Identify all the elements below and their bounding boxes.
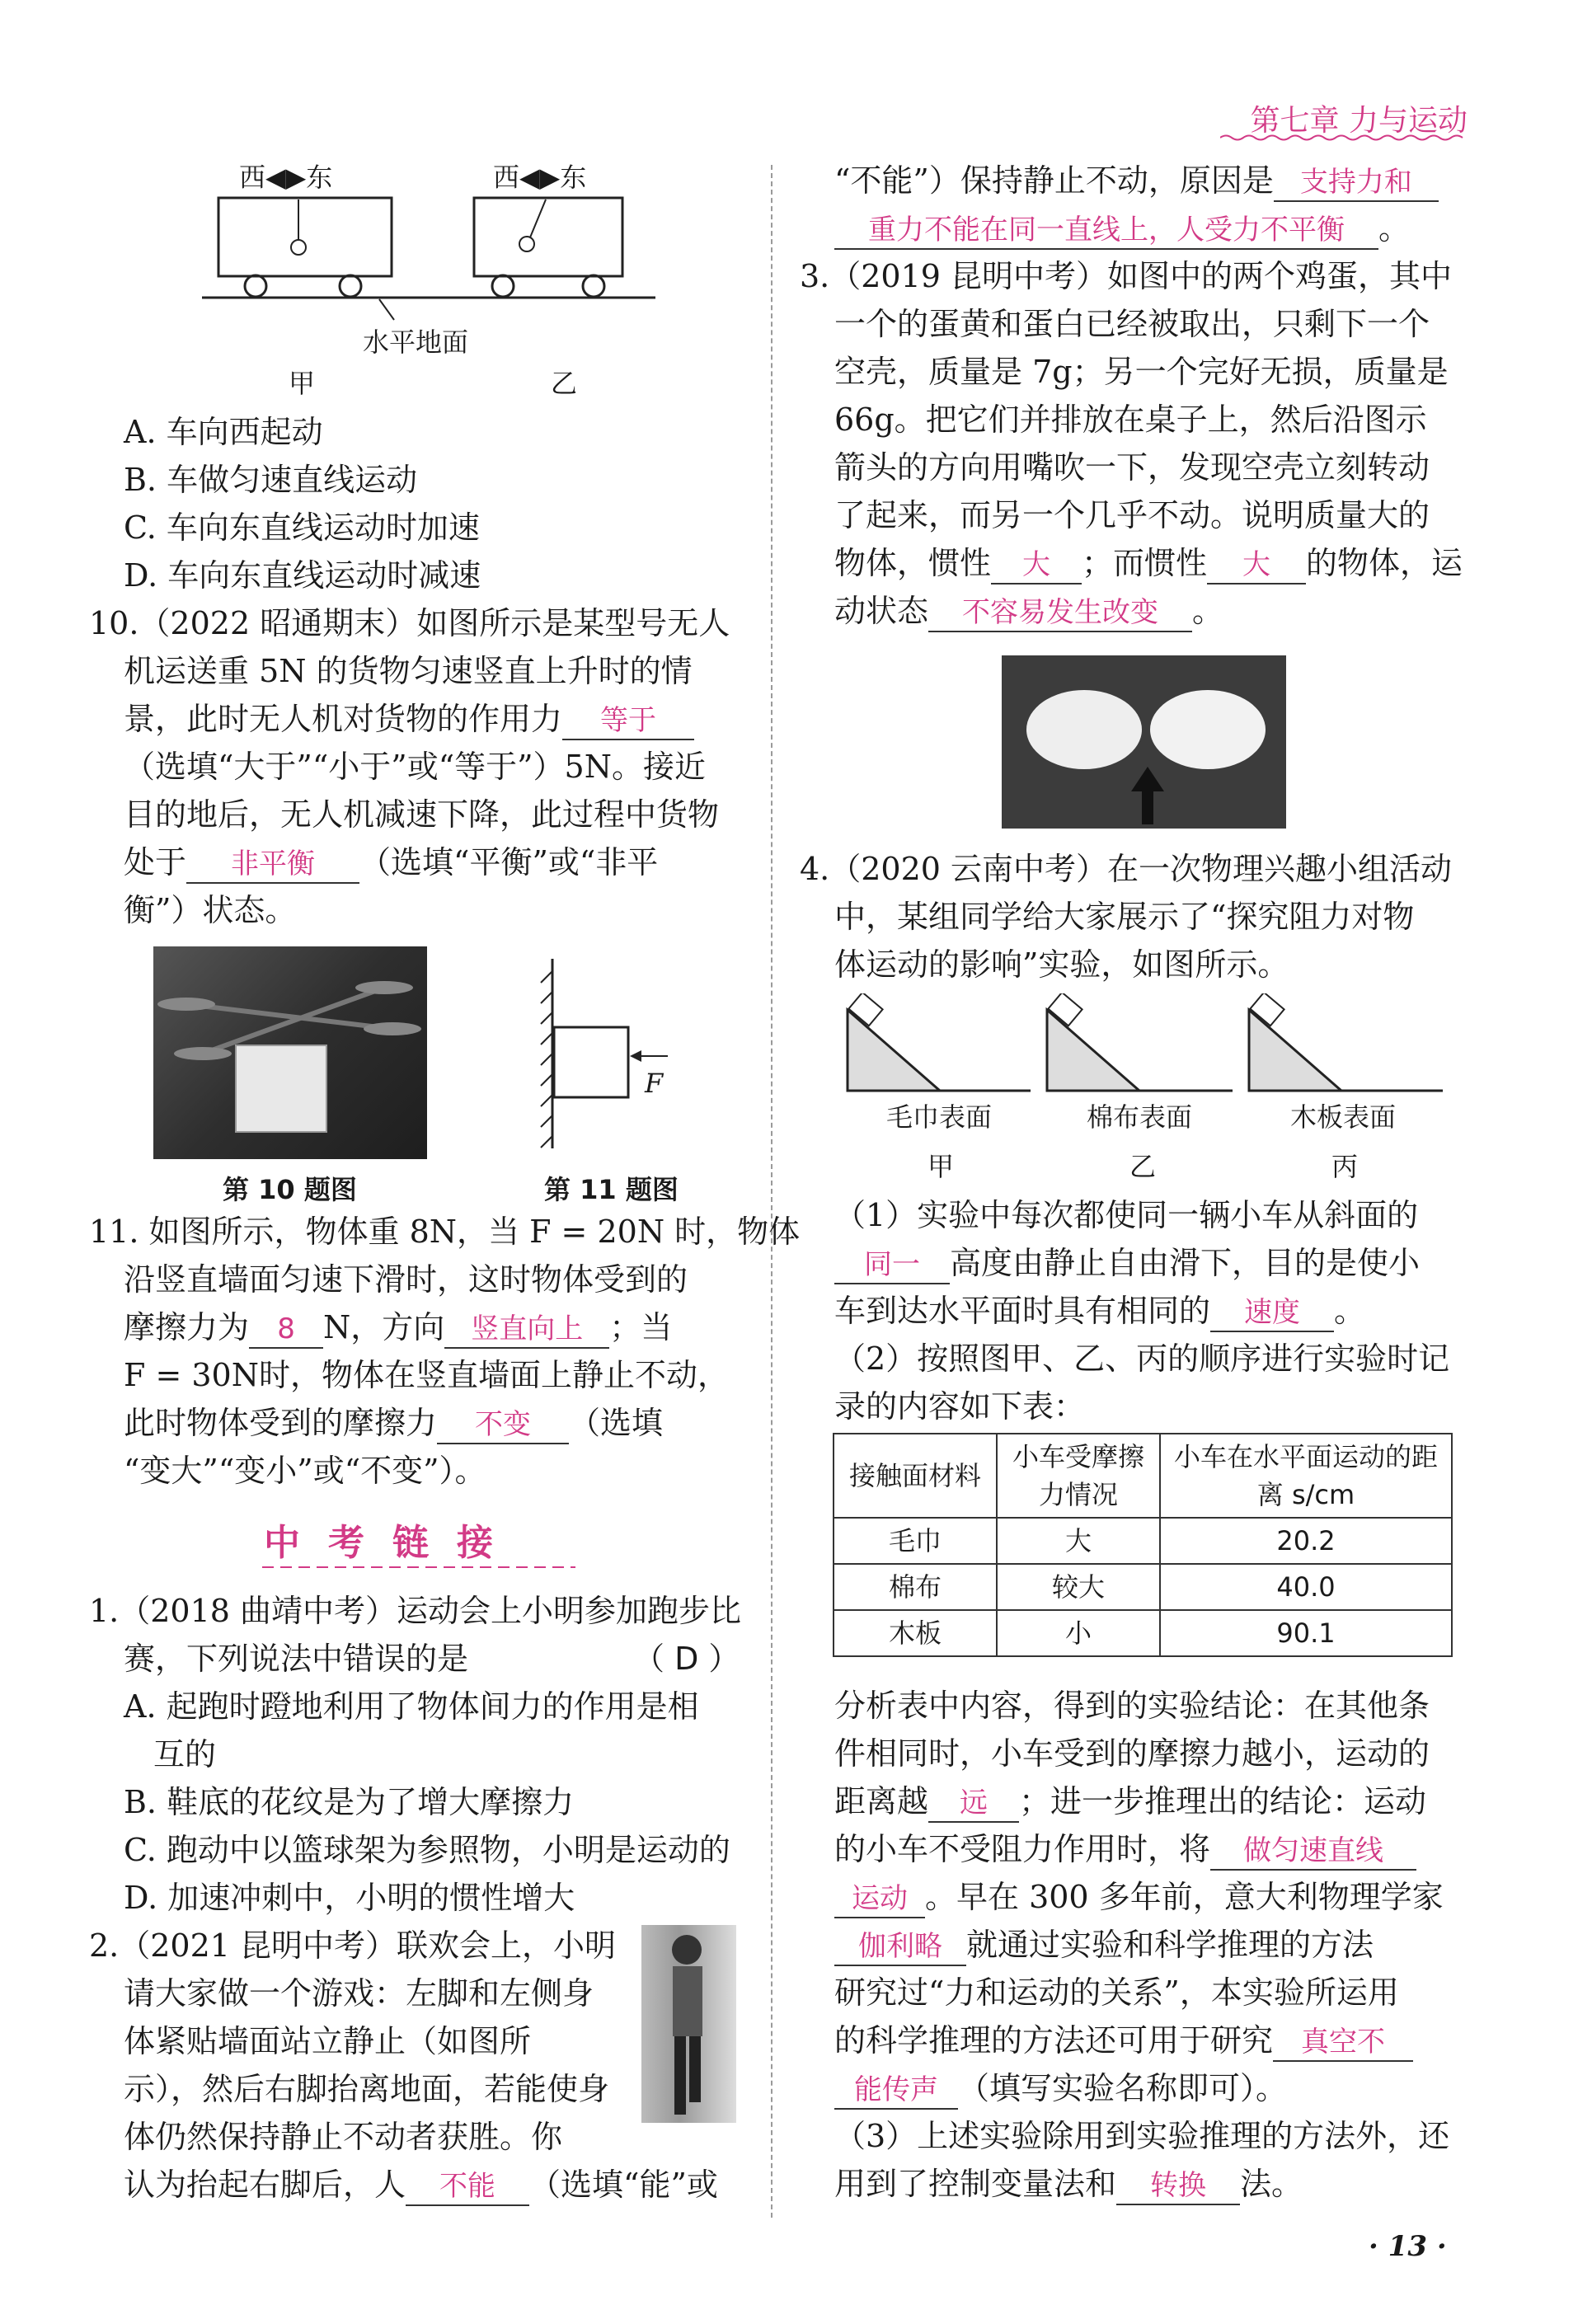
zk2-text: 请大家做一个游戏：左脚和左侧身 [124,1975,594,2012]
zk1-option: 互的 [153,1736,217,1772]
zk4-text: 的科学推理的方法还可用于研究 真空不 [800,2016,1459,2064]
carts-drawing [198,190,660,338]
table-cell: 木板 [834,1610,997,1656]
answer-blank[interactable]: 速度 [1210,1294,1334,1332]
table-row [834,1564,1452,1610]
answer-blank[interactable]: 做匀速直线 [1210,1833,1416,1871]
zk3-text: 箭头的方向用嘴吹一下，发现空壳立刻转动 [834,449,1430,486]
q11-text: 沿竖直墙面匀速下滑时，这时物体受到的 [124,1261,688,1298]
q11-text: “变大”“变小”或“不变”）。 [124,1453,486,1489]
answer-blank[interactable]: 非平衡 [186,846,359,884]
answer-blank[interactable]: 8 [249,1311,323,1349]
zk4-text: 能传声 （填写实验名称即可）。 [800,2064,1459,2112]
eggs-photo [1002,655,1286,829]
right-column-conclusion [800,1682,1459,2208]
table-cell: 较大 [997,1564,1160,1610]
figure-caption-yi: 乙 [551,368,578,399]
zk3-text: 3.（2019 昆明中考）如图中的两个鸡蛋，其中 [800,258,1453,294]
header-wave-decoration [1220,134,1468,142]
wall-block-diagram [536,955,701,1161]
banner-stripes [262,1562,575,1572]
zk4-text: （3）上述实验除用到实验推理的方法外，还 [834,2118,1450,2154]
zk4-text: 伽利略 就通过实验和科学推理的方法 [800,1921,1459,1969]
section-banner: 中考链接 [264,1522,521,1564]
table-cell: 毛巾 [834,1518,997,1564]
zk2-text: 示），然后右脚抬离地面，若能使身 [124,2071,610,2107]
figure-caption-jia: 甲 [289,368,316,399]
zk1-option: A. 起跑时蹬地利用了物体间力的作用是相 [124,1688,699,1725]
q10-text: 机运送重 5N 的货物匀速竖直上升时的情 [124,653,693,689]
answer-blank[interactable]: 运动 [834,1880,925,1918]
q11-text: 11. 如图所示，物体重 8N，当 F = 20N 时，物体 [89,1214,801,1250]
zk1-option: D. 加速冲刺中，小明的惯性增大 [124,1880,575,1916]
direction-label-left: 西◀▶东 [239,162,333,193]
right-column-q4 [800,845,1459,988]
right-column [800,157,1463,635]
zk1-text: 1.（2018 曲靖中考）运动会上小明参加跑步比 [89,1593,742,1629]
zk4-text: 的小车不受阻力作用时，将 做匀速直线 [800,1825,1459,1873]
zk3-text: 空壳，质量是 7g；另一个完好无损，质量是 [834,354,1449,390]
zk4-text: 用到了控制变量法和 转换 法。 [800,2160,1459,2208]
q10-text: 景，此时无人机对货物的作用力 等于 [89,695,740,743]
zk2-text: 重力不能在同一直线上，人受力不平衡 。 [800,204,1459,252]
answer-blank[interactable]: 同一 [834,1247,950,1284]
answer-blank[interactable]: 伽利略 [834,1928,966,1966]
q11-text: 摩擦力为 8 N，方向 竖直向上 ；当 [89,1303,740,1351]
zk1-text: 赛，下列说法中错误的是 （ D ） [89,1635,740,1683]
zk2-text: 2.（2021 昆明中考）联欢会上，小明 [89,1927,617,1964]
table-cell: 大 [997,1518,1160,1564]
drone-photo [153,946,427,1159]
surface-label: 棉布表面 [1087,1101,1193,1133]
table-header-cell: 小车受摩擦力情况 [997,1434,1160,1518]
table-header-cell: 接触面材料 [834,1434,997,1518]
table-header-cell: 小车在水平面运动的距离 s/cm [1160,1434,1452,1518]
answer-blank[interactable]: 等于 [562,702,694,740]
q9-option: B. 车做匀速直线运动 [124,462,418,498]
right-column-q4-parts [800,1191,1459,1430]
person-photo [641,1925,736,2123]
zk4-text: 件相同时，小车受到的摩擦力越小，运动的 [834,1735,1430,1772]
surface-label: 毛巾表面 [886,1101,993,1133]
q10-text: 目的地后，无人机减速下降，此过程中货物 [124,796,720,833]
choice-answer: （ D ） [633,1641,740,1677]
answer-blank[interactable]: 远 [928,1785,1019,1823]
figure-caption: 甲 [927,1151,955,1182]
table-cell: 90.1 [1160,1610,1452,1656]
q9-option: D. 车向东直线运动时减速 [124,557,481,594]
zk2-text: 认为抬起右脚后，人 不能 （选填“能”或 [89,2161,740,2209]
zk1-option: B. 鞋底的花纹是为了增大摩擦力 [124,1784,575,1820]
answer-blank[interactable]: 不变 [437,1406,569,1444]
zk4-text: （2）按照图甲、乙、丙的顺序进行实验时记 [834,1340,1450,1377]
column-divider [771,165,773,2218]
left-column [89,408,740,934]
answer-blank[interactable]: 不容易发生改变 [928,594,1192,632]
zk4-text: 研究过“力和运动的关系”，本实验所运用 [834,1974,1399,2011]
zk3-text: 了起来，而另一个几乎不动。说明质量大的 [834,497,1430,533]
figure-caption-q11: 第 11 题图 [544,1174,679,1205]
zk4-text: 录的内容如下表： [834,1388,1086,1425]
q11-text: 此时物体受到的摩擦力 不变 （选填 [89,1399,740,1447]
answer-blank[interactable]: 真空不 [1273,2024,1413,2062]
ground-label: 水平地面 [363,326,469,358]
table-cell: 小 [997,1610,1160,1656]
direction-label-right: 西◀▶东 [493,162,587,193]
zk4-text: 分析表中内容，得到的实验结论：在其他条 [834,1688,1430,1724]
q11-text: F = 30N时，物体在竖直墙面上静止不动， [124,1357,729,1393]
table-cell: 棉布 [834,1564,997,1610]
table-row [834,1518,1452,1564]
q10-text: 衡”）状态。 [124,892,297,928]
answer-blank[interactable]: 大 [1207,547,1306,585]
zk4-text: 体运动的影响”实验，如图所示。 [834,946,1289,983]
answer-blank[interactable]: 支持力和 [1274,164,1439,202]
figure-caption: 乙 [1129,1151,1157,1182]
chapter-header: 第七章 力与运动 [1250,104,1468,138]
zk3-text: 66g。把它们并排放在桌子上，然后沿图示 [834,401,1427,438]
answer-blank[interactable]: 转换 [1116,2167,1240,2205]
answer-blank[interactable]: 大 [991,547,1082,585]
zk4-text: （1）实验中每次都使同一辆小车从斜面的 [834,1197,1419,1233]
figure-caption: 丙 [1331,1151,1359,1182]
table-cell: 40.0 [1160,1564,1452,1610]
table-header-row [834,1434,1452,1518]
zk1-option: C. 跑动中以篮球架为参照物，小明是运动的 [124,1832,730,1868]
zk4-text: 运动 。早在 300 多年前，意大利物理学家 [800,1873,1459,1921]
zk4-text: 4.（2020 云南中考）在一次物理兴趣小组活动 [800,851,1453,887]
zk2-text: 体仍然保持静止不动者获胜。你 [124,2119,563,2155]
left-column-lower [89,1208,801,1495]
answer-blank[interactable]: 能传声 [834,2072,958,2110]
q10-text: 10.（2022 昭通期末）如图所示是某型号无人 [89,605,730,641]
q9-option: A. 车向西起动 [124,414,323,450]
page-number: · 13 · [1369,2230,1447,2263]
figure-caption-q10: 第 10 题图 [223,1174,357,1205]
zk4-text: 距离越 远 ；进一步推理出的结论：运动 [800,1777,1459,1825]
answer-blank[interactable]: 不能 [406,2168,529,2206]
q10-text: （选填“大于”“小于”或“等于”）5N。接近 [124,749,706,785]
table-row [834,1610,1452,1656]
zk3-text: 动状态 不容易发生改变 。 [800,587,1459,635]
zk3-text: 物体，惯性 大 ；而惯性 大 的物体，运 [800,539,1459,587]
zk4-text: 车到达水平面时具有相同的 速度 。 [800,1287,1459,1335]
q10-text: 处于 非平衡 （选填“平衡”或“非平 [89,838,740,886]
q9-figure [198,157,660,404]
slopes-diagram [841,993,1468,1101]
answer-blank[interactable]: 重力不能在同一直线上，人受力不平衡 [834,212,1378,250]
zk3-text: 一个的蛋黄和蛋白已经被取出，只剩下一个 [834,306,1430,342]
results-table [833,1433,1453,1657]
answer-blank[interactable]: 竖直向上 [444,1311,609,1349]
table-cell: 20.2 [1160,1518,1452,1564]
zk4-text: 同一 高度由静止自由滑下，目的是使小 [800,1239,1459,1287]
zk4-text: 中，某组同学给大家展示了“探究阻力对物 [834,899,1415,935]
force-label: F [645,1068,664,1099]
surface-label: 木板表面 [1290,1101,1397,1133]
zk2-text: “不能”）保持静止不动，原因是 支持力和 [800,157,1459,204]
q9-option: C. 车向东直线运动时加速 [124,509,480,546]
zk2-text: 体紧贴墙面站立静止（如图所 [124,2023,532,2059]
